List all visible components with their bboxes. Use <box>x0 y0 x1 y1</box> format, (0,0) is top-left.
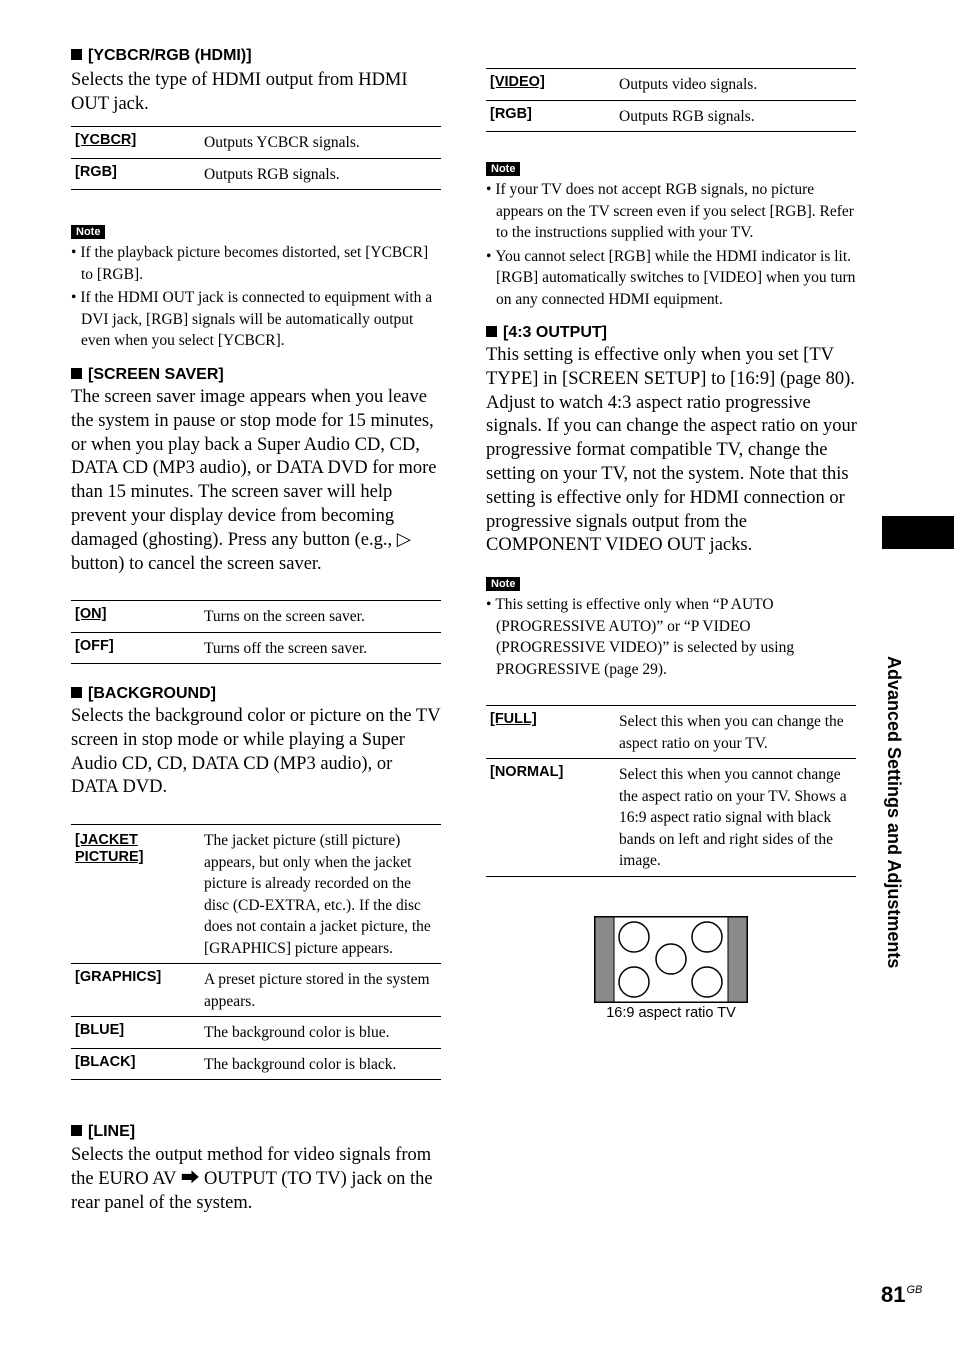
square-bullet-icon <box>71 49 82 60</box>
circle-shape <box>619 922 649 952</box>
table-row: [NORMAL] Select this when you cannot change the aspect ratio on your TV. Shows a 16:9 aspect ratio signal with black bands on left and right sides of the image. <box>486 759 856 877</box>
circle-shape <box>692 967 722 997</box>
table-row: [GRAPHICS] A preset picture stored in the system appears. <box>71 964 441 1017</box>
table-row: [OFF] Turns off the screen saver. <box>71 632 441 664</box>
figure-caption: 16:9 aspect ratio TV <box>606 1005 736 1021</box>
section-screen-saver-body: The screen saver image appears when you leave the system in pause or stop mode for 15 minutes, or when you play back a Super Audio CD, CD, DATA CD (MP3 audio), or DATA DVD for more than 15 minutes. The screen saver will help prevent your display device from becoming damaged (ghosting). Press any button (e.g., ▷ button) to cancel the screen saver. <box>71 387 437 574</box>
list-item: • If your TV does not accept RGB signals, no picture appears on the TV screen even if you select [RGB]. Refer to the instructions supplied with your TV. <box>486 179 856 244</box>
circle-shape <box>656 944 686 974</box>
right-black-band <box>728 917 747 1002</box>
screen-saver-options-table <box>71 600 441 664</box>
circle-shape <box>619 967 649 997</box>
page-number: $81^{GB}$ <box>881 1282 923 1307</box>
list-item: • If the HDMI OUT jack is connected to equipment with a DVI jack, [RGB] signals will be automatically output even when you select [YCBCR]. <box>71 287 441 352</box>
line-options-table <box>486 68 856 132</box>
table-row: [RGB] Outputs RGB signals. <box>486 100 856 132</box>
square-bullet-icon <box>71 368 82 379</box>
table-row: [YCBCR] Outputs YCBCR signals. <box>71 127 441 159</box>
note-label: Note <box>486 162 520 176</box>
list-item: • If the playback picture becomes distorted, set [YCBCR] to [RGB]. <box>71 242 441 285</box>
table-row: [JACKET PICTURE] The jacket picture (still picture) appears, but only when the jacket picture is already recorded on the disc (CD-EXTRA, etc.). If the disc does not contain a jacket picture, the [GRAPHICS] picture appears. <box>71 825 441 964</box>
table-row: [VIDEO] Outputs video signals. <box>486 69 856 101</box>
list-item: • You cannot select [RGB] while the HDMI indicator is lit. [RGB] automatically switches to [VIDEO] when you turn on any connected HDMI equipment. <box>486 246 856 311</box>
note-label: Note <box>486 577 520 591</box>
ycbcr-notes <box>71 242 441 354</box>
output43-notes <box>486 594 856 682</box>
table-row: [BLACK] The background color is black. <box>71 1048 441 1080</box>
circle-shape <box>692 922 722 952</box>
side-tab-text: Advanced Settings and Adjustments <box>884 656 904 969</box>
section-output43-heading: [4:3 OUTPUT] <box>486 323 607 343</box>
section-ycbcr-heading: [YCBCR/RGB (HDMI)] <box>71 46 252 66</box>
section-line-body: Selects the output method for video signals from the EURO AV ⮕ OUTPUT (TO TV) jack on the rear panel of the system. <box>71 1145 433 1213</box>
output43-options-table <box>486 705 856 877</box>
section-line-heading: [LINE] <box>71 1122 135 1142</box>
table-row: [ON] Turns on the screen saver. <box>71 601 441 633</box>
page-suffix: GB <box>906 1284 923 1296</box>
table-row: [FULL] Select this when you can change the aspect ratio on your TV. <box>486 706 856 759</box>
ycbcr-options-table <box>71 126 441 190</box>
square-bullet-icon <box>71 687 82 698</box>
background-options-table <box>71 824 441 1080</box>
table-row: [RGB] Outputs RGB signals. <box>71 158 441 190</box>
note-label: Note <box>71 225 105 239</box>
section-screen-saver-heading: [SCREEN SAVER] <box>71 365 224 385</box>
table-row: [BLUE] The background color is blue. <box>71 1017 441 1049</box>
square-bullet-icon <box>71 1125 82 1136</box>
list-item: • This setting is effective only when “P AUTO (PROGRESSIVE AUTO)” or “P VIDEO (PROGRESSIVE VIDEO)” is selected by using PROGRESSIVE (page 29). <box>486 594 856 680</box>
tv-aspect-ratio-illustration <box>594 916 748 1003</box>
section-output43-body: This setting is effective only when you set [TV TYPE] in [SCREEN SETUP] to [16:9] (page 80). Adjust to watch 4:3 aspect ratio progressive signals. If you can change the aspect ratio on your progressive format compatible TV, change the setting on your TV, not the system. Note that this setting is effective only for HDMI connection or progressive signals output from the COMPONENT VIDEO OUT jacks. <box>486 345 857 556</box>
line-notes <box>486 179 856 312</box>
section-ycbcr-body: Selects the type of HDMI output from HDMI OUT jack. <box>71 70 408 114</box>
left-black-band <box>595 917 614 1002</box>
section-background-body: Selects the background color or picture on the TV screen in stop mode or while playing a Super Audio CD, CD, DATA CD (MP3 audio), or DATA DVD. <box>71 706 441 798</box>
section-background-heading: [BACKGROUND] <box>71 684 216 704</box>
square-bullet-icon <box>486 326 497 337</box>
side-tab-marker <box>882 516 954 549</box>
